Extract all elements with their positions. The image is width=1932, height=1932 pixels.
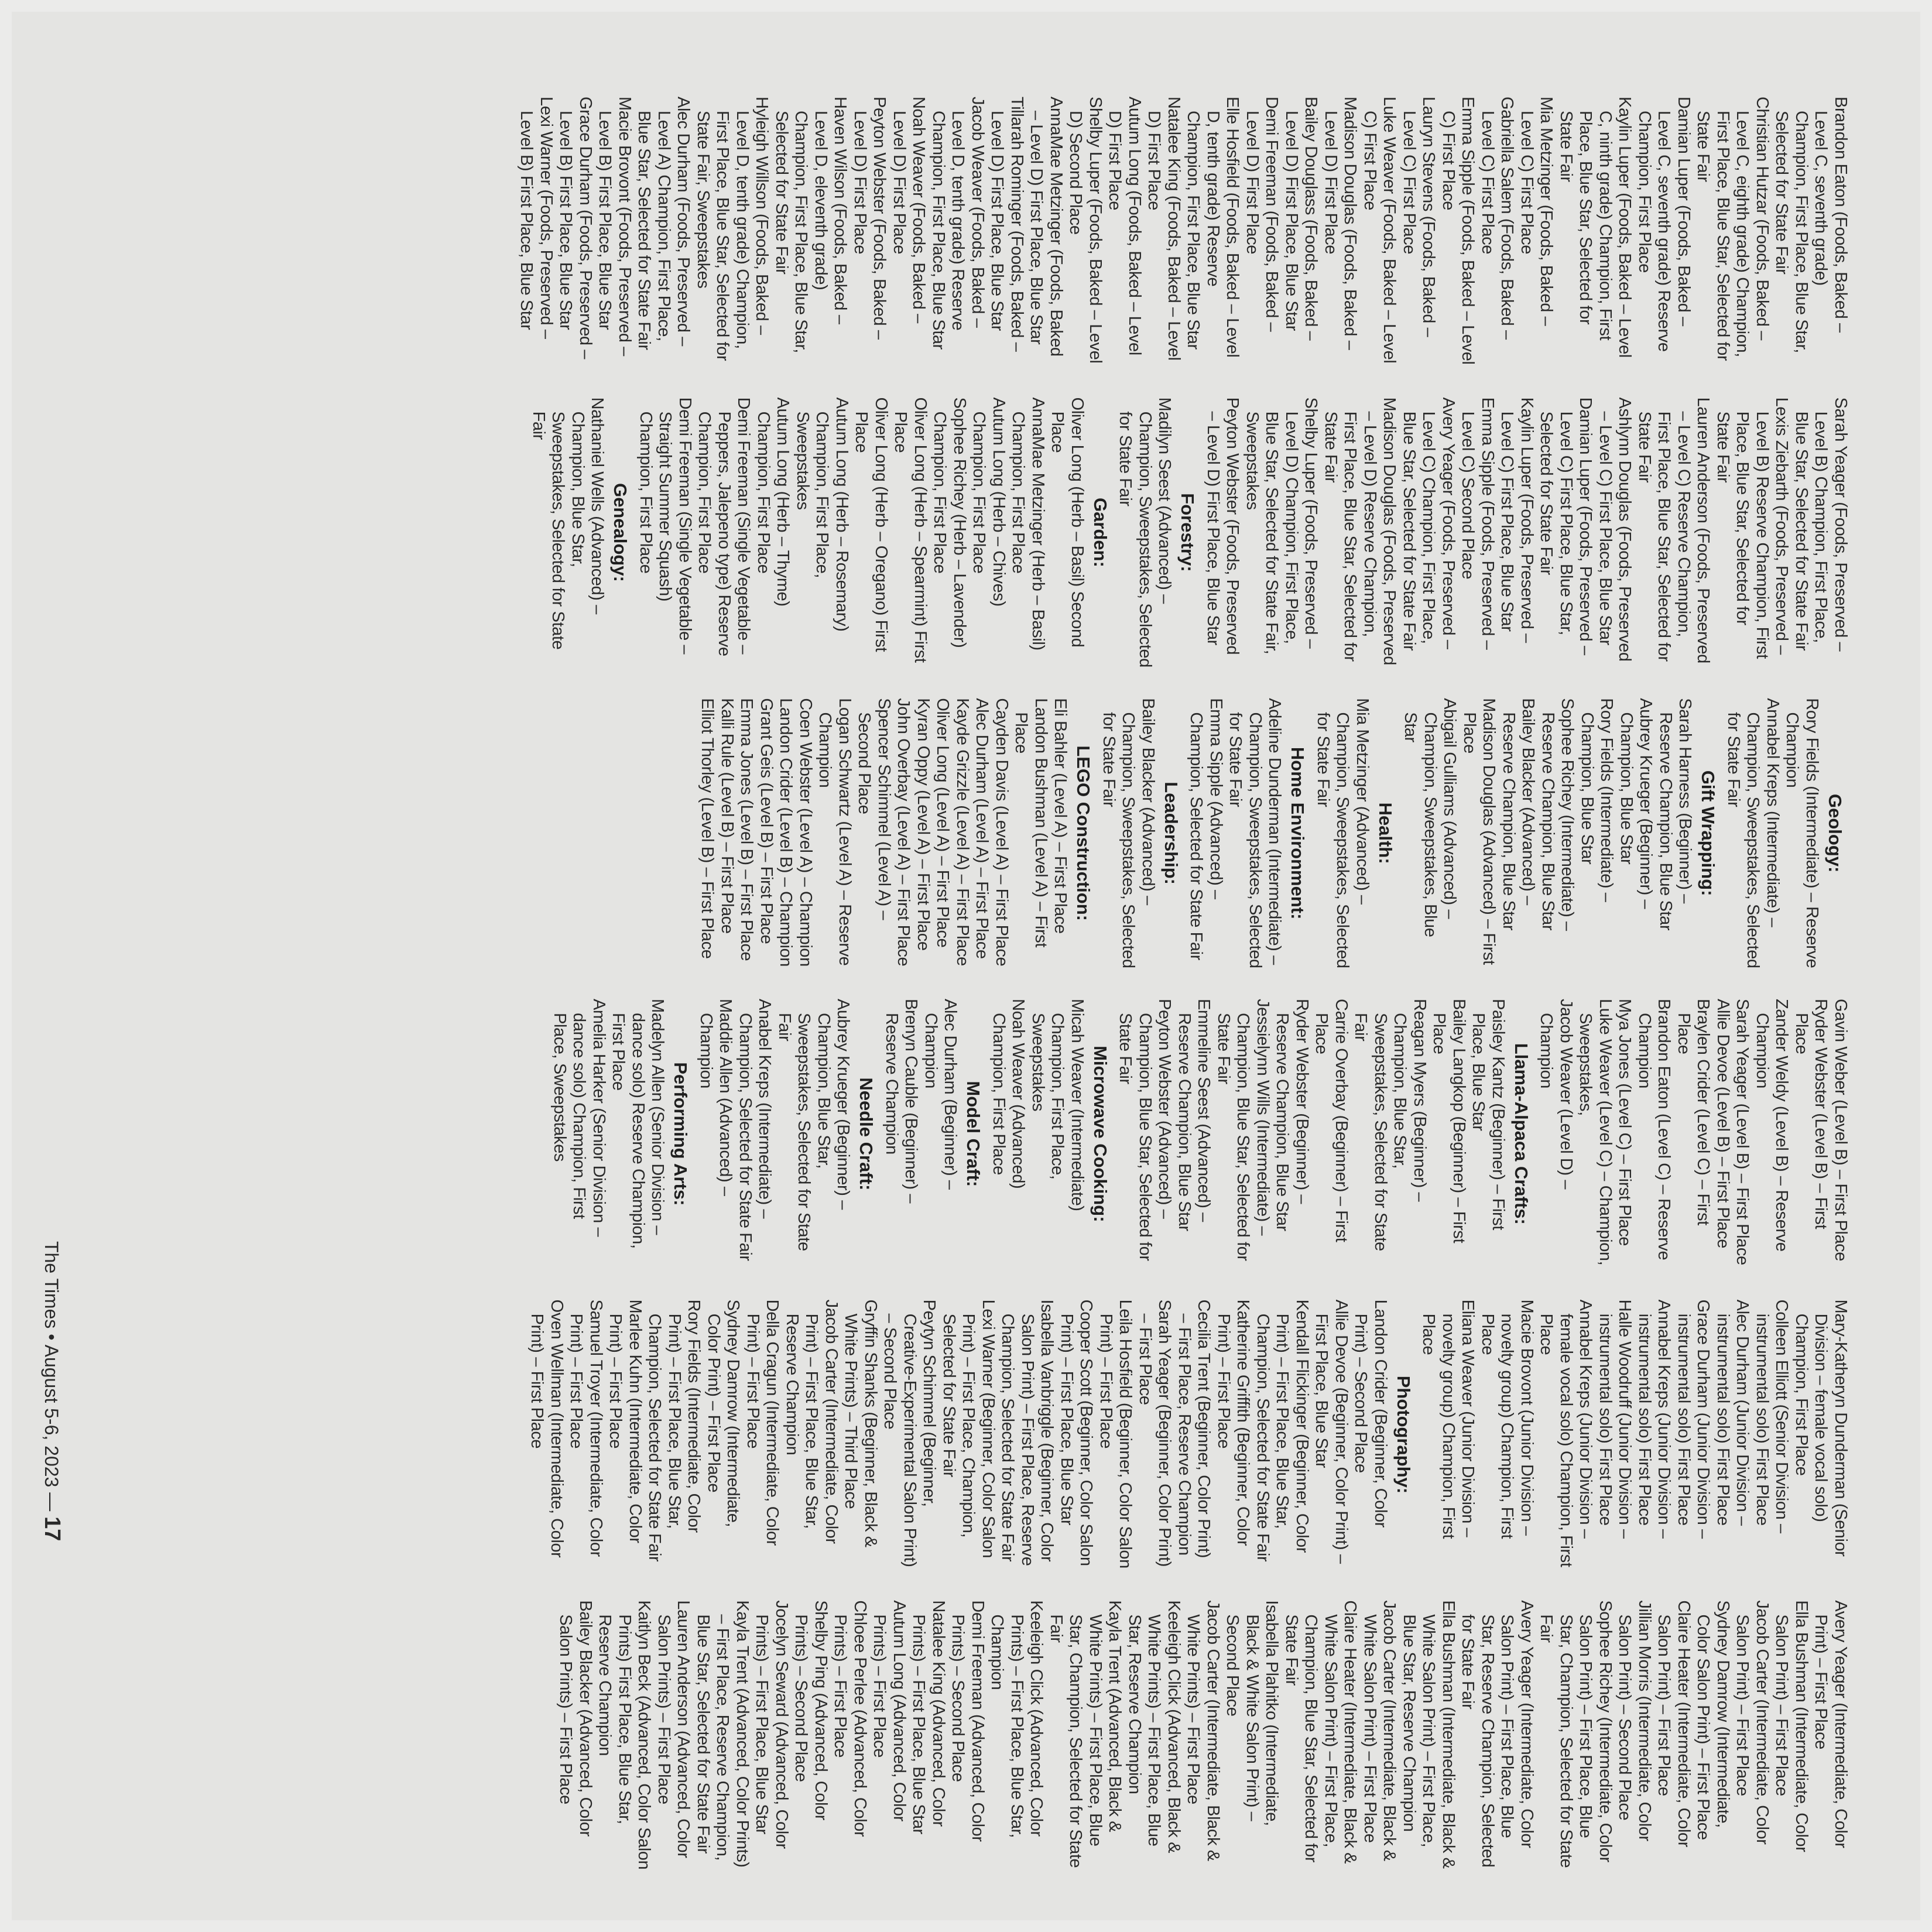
result-entry: Kayla Trent (Advanced, Black & White Prints) – First Place, Blue Star, Champion, Selected for State Fair: [1047, 1600, 1125, 1868]
result-entry: Grant Geis (Level B) – First Place: [757, 698, 776, 944]
result-entry: Bailey Blacker (Advanced, Color Salon Prints) – First Place: [556, 1600, 595, 1837]
category-heading: Performing Arts:: [670, 1062, 691, 1206]
result-entry: Ashlynn Douglas (Foods, Preserved – Level C) First Place, Blue Star: [1596, 397, 1635, 662]
result-entry: Sarah Yeager (Foods, Preserved – Level B) Champion, First Place, Blue Star, Selected for State Fair: [1792, 397, 1850, 652]
result-entry: Claire Heater (Intermediate, Color Salon Print) – First Place: [1654, 1600, 1693, 1847]
result-entry: Landon Crider (Level B) – Champion: [776, 698, 796, 967]
result-entry: Mary-Katheryn Dunderman (Senior Division – female vocal solo) Champion, First Place: [1792, 1299, 1850, 1557]
result-entry: Colleen Elliott (Senior Division – instrumental solo) First Place: [1753, 1299, 1791, 1533]
result-entry: Jacob Carter (Intermediate, Color Salon Print) – First Place: [1733, 1600, 1772, 1845]
text-column-5: [70, 1300, 1850, 1570]
result-entry: Coen Webster (Level A) – Champion: [796, 698, 815, 967]
text-column-1: [70, 97, 1850, 367]
result-entry: Carrie Overbay (Beginner) – First Place: [1312, 998, 1351, 1242]
result-entry: Bailey Blacker (Advanced) – Reserve Champion, Blue Star: [1499, 698, 1538, 931]
result-entry: Damian Luper (Foods, Preserved – Level C) First Place, Blue Star, Selected for State Fair: [1537, 397, 1595, 655]
result-entry: Lexi Warner (Foods, Preserved – Level B) First Place, Blue Star: [517, 97, 556, 339]
result-entry: Alec Durham (Level A) – First Place: [972, 698, 992, 959]
result-entry: Madilyn Seest (Advanced) – Champion, Sweepstakes, Selected for State Fair: [1116, 397, 1174, 668]
result-entry: Samuel Troyer (Intermediate, Color Print) – First Place: [567, 1299, 605, 1557]
text-column-4: [70, 999, 1850, 1269]
result-entry: Kalli Rule (Level B) – First Place: [718, 698, 737, 934]
result-entry: AnnaMae Metzinger (Foods, Baked – Level D) First Place, Blue Star: [1027, 97, 1066, 357]
result-entry: Demi Freeman (Advanced, Color Prints) – Second Place: [948, 1600, 987, 1842]
result-entry: Gavin Weber (Level B) – First Place: [1831, 998, 1850, 1262]
result-entry: Alec Durham (Junior Division – instrumental solo) First Place: [1714, 1299, 1752, 1526]
result-entry: Nathaniel Wells (Advanced) – Champion, Blue Star, Sweepstakes, Selected for State Fair: [529, 397, 607, 650]
result-entry: Micah Weaver (Intermediate) Champion, First Place, Sweepstakes: [1029, 998, 1087, 1211]
result-entry: Shelby Luper (Foods, Preserved – Level D) Champion, First Place, Blue Star, Selected for State Fair, Sweepstakes: [1243, 397, 1321, 655]
category-heading: Llama-Alpaca Crafts:: [1511, 1043, 1532, 1225]
result-entry: Sophee Richey (Intermediate, Color Salon Print) – First Place, Blue Star, Champion, Selected for State Fair: [1537, 1600, 1615, 1868]
result-entry: Avery Yeager (Intermediate, Color Print) – First Place: [1811, 1600, 1850, 1848]
result-entry: Emma Sipple (Advanced) – Champion, Selected for State Fair: [1187, 698, 1225, 960]
category-heading: Genealogy:: [610, 483, 631, 582]
result-entry: Sarah Yeager (Level B) – First Place: [1733, 998, 1752, 1265]
result-entry: Madison Douglas (Advanced) – First Place: [1460, 698, 1499, 965]
result-entry: Emma Jones (Level B) – First Place: [737, 698, 756, 961]
category-heading: Health:: [1375, 802, 1396, 864]
result-entry: Noah Weaver (Foods, Baked – Level D) First Place: [890, 97, 929, 323]
result-entry: Elliot Thorley (Level B) – First Place: [698, 698, 717, 959]
category-heading: Forestry:: [1177, 493, 1198, 572]
result-entry: Annabel Kreps (Junior Division – instrumental solo) First Place: [1635, 1299, 1674, 1539]
category-heading: Microwave Cooking:: [1090, 1046, 1111, 1222]
result-entry: Demi Freeman (Foods, Baked – Level D) First Place: [1243, 97, 1282, 332]
result-entry: Aubrey Krueger (Beginner) – Champion, Blue Star: [1617, 698, 1656, 909]
result-entry: Paisley Kantz (Beginner) – First Place, Blue Star: [1469, 998, 1508, 1230]
result-entry: Macie Brovont (Junior Division – novelty group) Champion, First Place: [1478, 1299, 1536, 1539]
result-entry: Tillarah Rominger (Foods, Baked – Level D) First Place, Blue Star: [988, 97, 1026, 352]
result-entry: Peyton Webster (Foods, Preserved – Level D) First Place, Blue Star: [1204, 397, 1242, 655]
result-entry: Luke Weaver (Foods, Baked – Level C) First Place: [1361, 97, 1399, 364]
issue-date: August 5-6, 2023 —: [41, 1344, 62, 1512]
result-entry: Della Cragun (Intermediate, Color Print) – First Place: [744, 1299, 782, 1546]
newspaper-page: [12, 12, 1920, 1920]
result-entry: Christian Hutzar (Foods, Baked – Level C, eighth grade) Champion, First Place, Blue Star, Selected for State Fair: [1694, 97, 1772, 361]
result-entry: Sarah Yeager (Beginner, Color Print) – First Place: [1136, 1299, 1174, 1567]
result-entry: Shelby Luper (Foods, Baked – Level D) Second Place: [1066, 97, 1105, 364]
result-entry: Oliver Long (Level A) – First Place: [933, 698, 953, 948]
folio-bullet: •: [41, 1334, 62, 1345]
result-entry: Sophee Richey (Intermediate) – Reserve Champion, Blue Star: [1539, 698, 1577, 931]
result-entry: Peytyn Schimmel (Beginner, Creative-Experimental Salon Print) – Second Place: [881, 1299, 939, 1567]
result-entry: Landon Bushman (Level A) – First Place: [1012, 698, 1050, 947]
result-entry: Zander Weldy (Level B) – Reserve Champion: [1753, 998, 1791, 1252]
category-heading: Geology:: [1825, 793, 1845, 873]
result-entry: Lexi Warner (Beginner, Color Salon Print) – First Place, Champion, Selected for State Fair: [940, 1299, 998, 1558]
results-columns: [70, 97, 1850, 1871]
result-entry: Abigail Gulliams (Advanced) – Champion, Sweepstakes, Blue Star: [1401, 698, 1460, 937]
page-folio: [39, 1241, 64, 1541]
result-entry: John Overbay (Level A) – First Place: [894, 698, 913, 967]
result-entry: Claire Heater (Intermediate, Black & White Salon Print) – First Place, Champion, Blue Star, Selected for State Fair: [1282, 1600, 1360, 1864]
result-entry: Demi Freeman (Single Vegetable – Peppers, Jalepeno type) Reserve Champion, First Place: [695, 397, 753, 656]
result-entry: Alec Durham (Beginner) – Champion: [922, 998, 960, 1190]
result-entry: Oliver Long (Herb – Basil) Second Place: [1048, 397, 1087, 648]
result-entry: Kayde Grizzle (Level A) – First Place: [953, 698, 972, 966]
result-entry: Annabel Kreps (Junior Division – female vocal solo) Champion, First Place: [1537, 1299, 1595, 1567]
category-heading: Home Environment:: [1287, 746, 1308, 920]
result-entry: Eli Bahler (Level A) – First Place: [1051, 698, 1070, 934]
result-entry: Keeleigh Click (Advanced, Black & White Prints) – First Place, Blue Star, Reserve Champion: [1125, 1600, 1183, 1854]
result-entry: Kaylin Luper (Foods, Baked – Level C, ninth grade) Champion, First Place, Blue Star, Selected for State Fair: [1557, 97, 1635, 358]
result-entry: Luke Weaver (Level C) – Champion, Sweepstakes,: [1576, 998, 1615, 1266]
result-entry: Rory Fields (Intermediate, Color Print) – First Place, Blue Star, Champion, Selected for State Fair: [645, 1299, 704, 1562]
result-entry: Sarah Harness (Beginner) – Reserve Champion, Blue Star: [1656, 698, 1695, 931]
result-entry: Allie Devoe (Beginner, Color Print) – First Place, Blue Star: [1312, 1299, 1351, 1564]
result-entry: Keeleigh Click (Advanced, Color Prints) – First Place, Blue Star, Champion: [988, 1600, 1046, 1838]
result-entry: Bailey Langkop (Beginner) – First Place: [1430, 998, 1468, 1244]
result-entry: Katherine Griffith (Beginner, Color Print) – First Place: [1214, 1299, 1253, 1546]
result-entry: Kendall Flickinger (Beginner, Color Print) – First Place, Blue Star, Champion, Selected for State Fair: [1253, 1299, 1311, 1562]
result-entry: Autum Long (Herb – Rosemary) Champion, First Place, Sweepstakes: [793, 397, 851, 632]
result-entry: Jacob Carter (Intermediate, Black & White Prints) – First Place: [1184, 1600, 1222, 1861]
rotated-page-content: [12, 12, 1920, 1920]
result-entry: Noah Weaver (Advanced) Champion, First Place: [989, 998, 1028, 1189]
result-entry: Jacob Carter (Intermediate, Color Print) – First Place, Blue Star, Reserve Champion: [783, 1299, 841, 1544]
result-entry: Lauren Anderson (Advanced, Color Salon Prints) – First Place: [655, 1600, 693, 1858]
result-entry: Shelby Ping (Advanced, Color Prints) – Second Place: [792, 1600, 830, 1821]
result-entry: Marlee Kuhn (Intermediate, Color Print) – First Place: [606, 1299, 645, 1543]
result-entry: Kyran Oppy (Level A) – First Place: [914, 698, 933, 951]
result-entry: Brandon Eaton (Level C) – Reserve Champion: [1635, 998, 1674, 1260]
result-entry: Chloee Perlee (Advanced, Color Prints) – First Place: [831, 1600, 869, 1837]
result-entry: Allie Devoe (Level B) – First Place: [1714, 998, 1732, 1248]
result-entry: Adeline Dunderman (Intermediate) – Champion, Sweepstakes, Selected for State Fair: [1226, 698, 1284, 968]
result-entry: Autum Long (Herb – Chives) Champion, First Place: [970, 397, 1008, 607]
category-heading: LEGO Construction:: [1073, 745, 1094, 921]
result-entry: Logan Schwartz (Level A) – Reserve Champion: [816, 698, 854, 966]
result-entry: Emma Sipple (Foods, Baked – Level C) First Place: [1439, 97, 1478, 365]
result-entry: Natalee King (Foods, Baked – Level D) First Place: [1145, 97, 1183, 361]
text-column-2: [70, 398, 1850, 668]
result-entry: Jocelyn Seward (Advanced, Color Prints) – First Place, Blue Star: [752, 1600, 791, 1849]
result-entry: Peyton Webster (Advanced) – Champion, Blue Star, Selected for State Fair: [1116, 998, 1174, 1261]
result-entry: Avery Yeager (Intermediate, Color Salon Print) – First Place, Blue Star, Reserve Champion, Selected for State Fair: [1458, 1600, 1536, 1868]
result-entry: Madelyn Allen (Senior Division – dance solo) Reserve Champion, First Place: [609, 998, 667, 1249]
result-entry: Grace Durham (Foods, Preserved – Level B) First Place, Blue Star: [556, 97, 595, 359]
result-entry: Spencer Schimmel (Level A) – Second Place: [855, 698, 893, 920]
result-entry: Rory Fields (Intermediate) – Champion, Blue Star: [1578, 698, 1616, 902]
result-entry: Haven Wilson (Foods, Baked – Level D, eleventh grade) Champion, First Place, Blue Star, Selected for State Fair: [772, 97, 850, 353]
result-entry: Alec Durham (Foods, Preserved – Level A) Champion, First Place, Blue Star, Selected for State Fair: [635, 97, 693, 350]
result-entry: Damian Luper (Foods, Baked – Level C, seventh grade) Reserve Champion, First Place: [1635, 97, 1693, 352]
result-entry: Sophee Richey (Herb – Lavender) Champion, First Place: [930, 397, 969, 648]
result-entry: Mia Metzinger (Advanced) – Champion, Sweepstakes, Selected for State Fair: [1314, 698, 1372, 968]
result-entry: Mya Jones (Level C) – First Place: [1615, 998, 1635, 1246]
category-heading: Model Craft:: [963, 1081, 984, 1187]
result-entry: Annabel Kreps (Intermediate) – Champion, Sweepstakes, Selected for State Fair: [1724, 698, 1782, 968]
newspaper-name: The Times: [41, 1241, 62, 1329]
result-entry: Aubrey Krueger (Beginner) – Champion, Blue Star, Sweepstakes, Selected for State Fair: [775, 998, 853, 1251]
result-entry: Ryder Webster (Level B) – First Place: [1792, 998, 1831, 1229]
result-entry: Kaitlyn Beck (Advanced, Color Salon Prints) First Place, Blue Star, Reserve Champion: [595, 1600, 654, 1870]
result-entry: Landon Crider (Beginner, Color Print) – Second Place: [1351, 1299, 1390, 1528]
result-entry: Autum Long (Herb – Thyme) Champion, First Place: [754, 397, 793, 607]
category-heading: Leadership:: [1161, 782, 1181, 885]
result-entry: Jessielynn Wills (Intermediate) – Champion, Blue Star, Selected for State Fair: [1214, 998, 1272, 1261]
result-entry: Maddie Allen (Advanced) – Champion: [697, 998, 735, 1196]
result-entry: Mia Metzinger (Foods, Baked – Level C) First Place: [1517, 97, 1556, 326]
result-entry: Anabel Kreps (Intermediate) – Champion, Selected for State Fair: [736, 998, 775, 1261]
result-entry: Oliver Long (Herb – Oregano) First Place: [852, 397, 890, 652]
result-entry: Madison Douglas (Foods, Baked – Level D) First Place: [1321, 97, 1360, 350]
result-entry: Lauryn Stevens (Foods, Baked – Level C) First Place: [1400, 97, 1438, 337]
category-heading: Photography:: [1393, 1375, 1414, 1494]
result-entry: Bailey Douglass (Foods, Baked – Level D) First Place, Blue Star: [1282, 97, 1321, 341]
result-entry: Cecilia Trent (Beginner, Color Print) – First Place, Reserve Champion: [1175, 1299, 1214, 1558]
result-entry: Ryder Webster (Beginner) – Reserve Champion, Blue Star: [1273, 998, 1311, 1231]
result-entry: Demi Freeman (Single Vegetable – Straight Summer Squash) Champion, First Place: [636, 397, 694, 655]
result-entry: Oven Wellman (Intermediate, Color Print) – First Place: [527, 1299, 566, 1558]
result-entry: Grace Durham (Junior Division – instrumental solo) First Place: [1674, 1299, 1713, 1539]
result-entry: Gryffin Shanks (Beginner, Black & White Prints) – Third Place: [841, 1299, 880, 1547]
result-entry: Brandon Eaton (Foods, Baked – Level C, seventh grade) Champion, First Place, Blue Star, Selected for State Fair: [1772, 97, 1850, 353]
result-entry: Lexis Ziebarth (Foods, Preserved – Level B) Reserve Champion, First Place, Blue Star, Selected for State Fair: [1714, 397, 1791, 659]
result-entry: Oliver Long (Herb – Spearmint) First Place: [891, 397, 930, 663]
result-entry: Avery Yeager (Foods, Preserved – Level C) Champion, First Place, Blue Star, Selected for State Fair: [1400, 397, 1458, 651]
result-entry: Isabella Plahitko (Intermediate, Black & White Salon Print) – Second Place: [1223, 1600, 1282, 1826]
result-entry: Emmeline Seest (Advanced) – Reserve Champion, Blue Star: [1175, 998, 1214, 1231]
result-entry: Emma Sipple (Foods, Preserved – Level C) Second Place: [1458, 397, 1497, 650]
result-entry: Leila Hosfield (Beginner, Color Salon Print) – First Place: [1097, 1299, 1135, 1568]
result-entry: Macie Brovont (Foods, Preserved – Level B) First Place, Blue Star: [595, 97, 634, 356]
result-entry: Jacob Weaver (Level D) – Champion: [1537, 998, 1575, 1190]
category-heading: Needle Craft:: [856, 1077, 877, 1191]
result-entry: Cooper Scott (Beginner, Color Salon Print) – First Place, Blue Star: [1057, 1299, 1096, 1566]
result-entry: Ella Bushman (Intermediate, Black & White Salon Print) – First Place, Blue Star, Reserve Champion: [1400, 1600, 1458, 1869]
result-entry: AnnaMae Metzinger (Herb – Basil) Champion, First Place: [1009, 397, 1047, 650]
result-entry: Eliana Weaver (Junior Division – novelty group) Champion, First Place: [1419, 1299, 1478, 1539]
result-entry: Autum Long (Advanced, Color Prints) – First Place: [870, 1600, 909, 1822]
result-entry: Amelia Harker (Senior Division – dance solo) Champion, First Place, Sweepstakes: [550, 998, 608, 1237]
text-column-3: [70, 698, 1850, 968]
result-entry: Natalee King (Advanced, Color Prints) – First Place, Blue Star: [909, 1600, 948, 1834]
result-entry: Brenyn Cauble (Beginner) – Reserve Champion: [882, 998, 921, 1204]
result-entry: Bailey Blacker (Advanced) – Champion, Sweepstakes, Selected for State Fair: [1099, 698, 1157, 968]
result-entry: Jillian Morris (Intermediate, Color Salon Print) – Second Place: [1615, 1600, 1654, 1841]
result-entry: Rory Fields (Intermediate) – Reserve Champion: [1783, 698, 1821, 968]
result-entry: Lauren Anderson (Foods, Preserved – Level C) Reserve Champion, First Place, Blue Star, Selected for State Fair: [1635, 397, 1713, 663]
result-entry: Autum Long (Foods, Baked – Level D) First Place: [1105, 97, 1144, 355]
result-entry: Sydney Damrow (Intermediate, Color Print) – First Place: [704, 1299, 743, 1527]
result-entry: Peyton Webster (Foods, Baked – Level D) First Place: [851, 97, 889, 340]
result-entry: Gabriella Salem (Foods, Baked – Level C) First Place: [1478, 97, 1517, 340]
result-entry: Isabella Vanbriggle (Beginner, Color Salon Print) – First Place, Reserve Champion, Selected for State Fair: [998, 1299, 1057, 1566]
result-entry: Jacob Weaver (Foods, Baked – Level D, tenth grade) Reserve Champion, First Place, Blue Star: [929, 97, 987, 350]
result-entry: Braylen Crider (Level C) – First Place: [1674, 998, 1713, 1225]
result-entry: Sydney Damrow (Intermediate, Color Salon Print) – First Place: [1694, 1600, 1732, 1840]
result-entry: Hyleigh Willson (Foods, Baked – Level D, tenth grade) Champion, First Place, Blue Star, Selected for State Fair, Sweepstakes: [694, 97, 772, 361]
result-entry: Ella Bushman (Intermediate, Color Salon Print) – First Place: [1772, 1600, 1811, 1852]
result-entry: Cayden Davis (Level A) – First Place: [992, 698, 1011, 967]
result-entry: Kayla Trent (Advanced, Color Prints) – First Place, Reserve Champion, Blue Star, Selected for State Fair: [694, 1600, 752, 1868]
result-entry: Reagan Myers (Beginner) – Champion, Blue Star, Sweepstakes, Selected for State Fair: [1351, 998, 1429, 1251]
category-heading: Gift Wrapping:: [1698, 770, 1719, 896]
page-number: 17: [40, 1516, 64, 1542]
result-entry: Jacob Carter (Intermediate, Black & White Salon Print) – First Place: [1361, 1600, 1399, 1861]
result-entry: Kaylin Luper (Foods, Preserved – Level C) First Place, Blue Star: [1498, 397, 1536, 643]
result-entry: Halle Woodruff (Junior Division – instrumental solo) First Place: [1596, 1299, 1635, 1539]
text-column-6: [70, 1600, 1850, 1871]
result-entry: Elle Hosfield (Foods, Baked – Level D, tenth grade) Reserve Champion, First Place, Blue Star: [1184, 97, 1242, 358]
result-entry: Madison Douglas (Foods, Preserved – Level D) Reserve Champion, First Place, Blue Star, Selected for State Fair: [1321, 397, 1399, 666]
category-heading: Garden:: [1090, 498, 1111, 567]
